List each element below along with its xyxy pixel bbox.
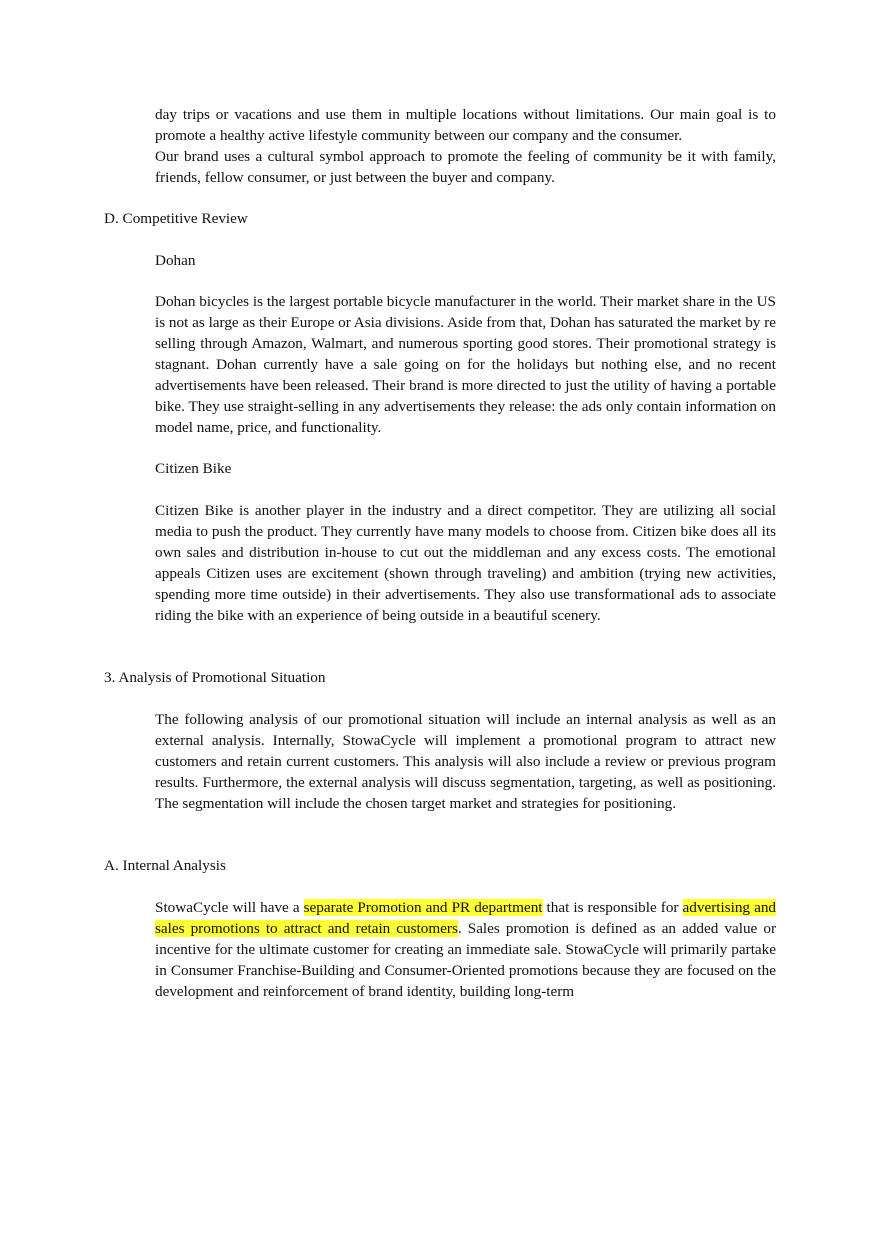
internal-text-2: that is responsible for [542,899,683,916]
subheading-citizen-bike: Citizen Bike [155,460,232,477]
dohan-paragraph: Dohan bicycles is the largest portable bicycle manufacturer in the world. Their market share in the US is not as large as their Europe or Asia divisions. Aside from that, Dohan has saturated the market by re selling through Amazon, Walmart, and numerous sporting good stores. Their promotional strategy is stagnant. Dohan currently have a sale going on for the holidays but nothing else, and no recent advertisements have been released. Their brand is more directed to just the utility of having a portable bike. They use straight-selling in any advertisements they release: the ads only contain information on model name, price, and functionality. [155,293,776,436]
subheading-dohan: Dohan [155,252,196,269]
internal-text-3: . Sales promotion is defined as an added value or incentive for the ultimate customer for creating an immediate sale. StowaCycle will primarily partake in Consumer Franchise-Building and Consumer-Oriented promotions because they are focused on the development and reinforcement of brand identity, building long-term [155,920,776,1000]
promotional-situation-paragraph: The following analysis of our promotional situation will include an internal analysis as well as an external analysis. Internally, StowaCycle will implement a promotional program to attract new customers and retain current customers. This analysis will also include a review or previous program results. Furthermore, the external analysis will discuss segmentation, targeting, as well as positioning. The segmentation will include the chosen target market and strategies for positioning. [155,711,776,812]
citizen-bike-paragraph: Citizen Bike is another player in the industry and a direct competitor. They are utilizing all social media to push the product. They currently have many models to choose from. Citizen bike does all its own sales and distribution in-house to cut out the middleman and any excess costs. The emotional appeals Citizen uses are excitement (shown through traveling) and ambition (trying new activities, spending more time outside) in their advertisements. They also use transformational ads to associate riding the bike with an experience of being outside in a beautiful scenery. [155,502,776,624]
internal-analysis-paragraph [155,897,776,1002]
continuation-paragraph [155,104,776,188]
section-heading-promotional-situation: 3. Analysis of Promotional Situation [104,669,326,686]
highlight-promotion-pr-department: separate Promotion and PR department [303,899,543,916]
continuation-text-1: day trips or vacations and use them in multiple locations without limitations. Our main goal is to promote a healthy active lifestyle community between our company and the consumer. [155,106,776,144]
section-heading-internal-analysis: A. Internal Analysis [104,857,226,874]
highlight-advertising-sales-promotions: advertising and sales promotions to attract and retain customers [155,899,777,937]
section-heading-competitive-review: D. Competitive Review [104,210,248,227]
continuation-text-2: Our brand uses a cultural symbol approach to promote the feeling of community be it with family, friends, fellow consumer, or just between the buyer and company. [155,148,776,186]
internal-text-1: StowaCycle will have a [155,899,304,916]
